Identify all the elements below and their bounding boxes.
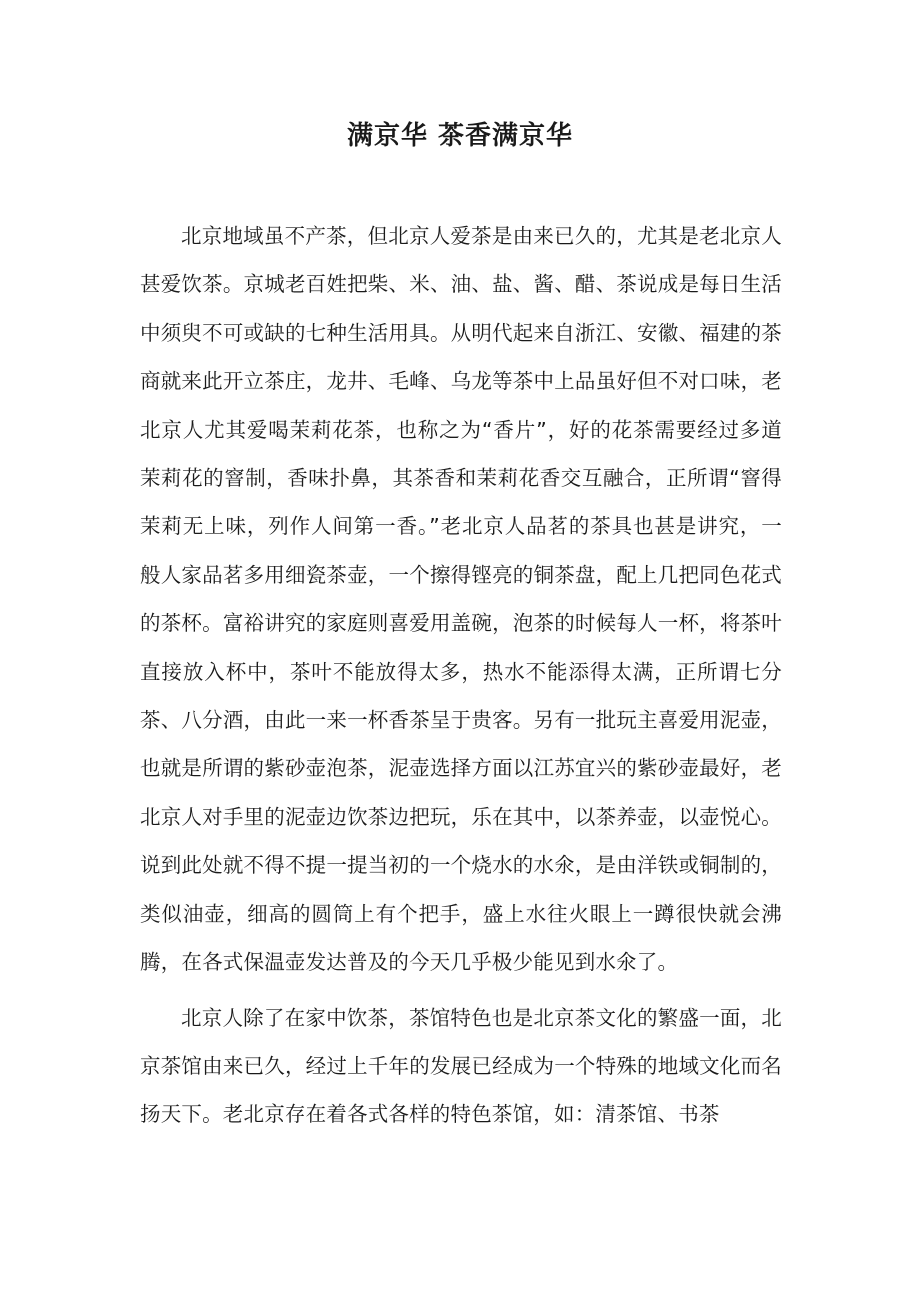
paragraph-1: 北京地域虽不产茶，但北京人爱茶是由来已久的，尤其是老北京人甚爱饮茶。京城老百姓把柴、米、油、盐、酱、醋、茶说成是每日生活中须臾不可或缺的七种生活用具。从明代起来自浙江、安徽、福建的茶商就来此开立茶庄，龙井、毛峰、乌龙等茶中上品虽好但不对口味，老北京人尤其爱喝茉莉花茶，也称之为“香片”，好的花茶需要经过多道茉莉花的窨制，香味扑鼻，其茶香和茉莉花香交互融合，正所谓“窨得茉莉无上味，列作人间第一香。”老北京人品茗的茶具也甚是讲究，一般人家品茗多用细瓷茶壶，一个擦得铿亮的铜茶盘，配上几把同色花式的茶杯。富裕讲究的家庭则喜爱用盖碗，泡茶的时候每人一杯，将茶叶直接放入杯中，茶叶不能放得太多，热水不能添得太满，正所谓七分茶、八分酒，由此一来一杯香茶呈于贵客。另有一批玩主喜爱用泥壶，也就是所谓的紫砂壶泡茶，泥壶选择方面以江苏宜兴的紫砂壶最好，老北京人对手里的泥壶边饮茶边把玩，乐在其中，以茶养壶，以壶悦心。说到此处就不得不提一提当初的一个烧水的水氽，是由洋铁或铜制的，类似油壶，细高的圆筒上有个把手，盛上水往火眼上一蹲很快就会沸腾，在各式保温壶发达普及的今天几乎极少能见到水氽了。 <box>140 224 782 975</box>
document-body <box>140 212 782 1139</box>
paragraph-2: 北京人除了在家中饮茶，茶馆特色也是北京茶文化的繁盛一面，北京茶馆由来已久，经过上千年的发展已经成为一个特殊的地域文化而名扬天下。老北京存在着各式各样的特色茶馆，如：清茶馆、书茶 <box>140 1005 782 1127</box>
document-title: 满京华 茶香满京华 <box>346 121 574 151</box>
